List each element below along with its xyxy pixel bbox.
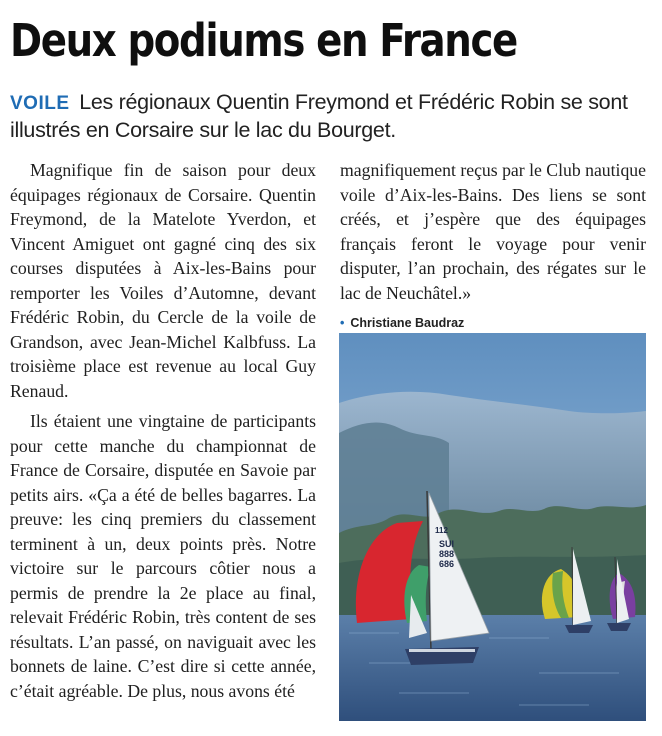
paragraph-3: magnifiquement reçus par le Club nautique voile d’Aix-les-Bains. Des liens se sont créés, et j’espère que des équipages français feront le voyage pour venir disputer, l’an prochain, des régates sur le lac de Neuchâtel.»	[340, 160, 646, 303]
author-name: Christiane Baudraz	[350, 316, 465, 330]
sail-number-2: 686	[439, 559, 455, 569]
column-right	[340, 158, 646, 336]
paragraph-1: Magnifique fin de saison pour deux équipages régionaux de Corsaire. Quentin Freymond, de la Matelote Yverdon, et Vincent Amiguet ont gagné cinq des six courses disputées à Aix-les-Bains pour remporter les Voiles d’Automne, devant Frédéric Robin, du Cercle de la voile de Grandson, avec Jean-Michel Kalbfuss. La troisième place est revenue au local Guy Renaud.	[10, 160, 316, 401]
sail-number-nation: SUI	[439, 539, 455, 549]
hull-yellow-boat	[565, 625, 593, 633]
author-byline	[340, 311, 646, 336]
hull-right-boat	[607, 623, 631, 631]
paragraph-2: Ils étaient une vingtaine de participants pour cette manche du championnat de France de Corsaire, disputée en Savoie par petits airs. «Ça a été de belles bagarres. La preuve: les cinq premiers du classement terminent à un, deux points près. Notre victoire sur le parcours côtier nous a permis de prendre la 2e place au final, relevait Frédéric Robin, très content de ses résultats. L’an passé, on naviguait avec les bonnets de laine. C’est dire si cette année, c’était agréable. De plus, nous avons été	[10, 411, 316, 701]
lake	[339, 615, 646, 721]
standfirst-text: Les régionaux Quentin Freymond et Frédéric Robin se sont illustrés en Corsaire sur le lac du Bourget.	[10, 90, 628, 142]
headline: Deux podiums en France	[10, 14, 517, 67]
column-left	[10, 158, 316, 703]
sailing-photo	[339, 333, 646, 721]
sail-number-class: 112	[435, 526, 448, 535]
sail-number-1: 888	[439, 549, 455, 559]
standfirst	[10, 89, 650, 143]
section-tag: VOILE	[10, 93, 70, 114]
bullet-icon: •	[340, 316, 345, 330]
hull-stripe	[409, 649, 475, 652]
